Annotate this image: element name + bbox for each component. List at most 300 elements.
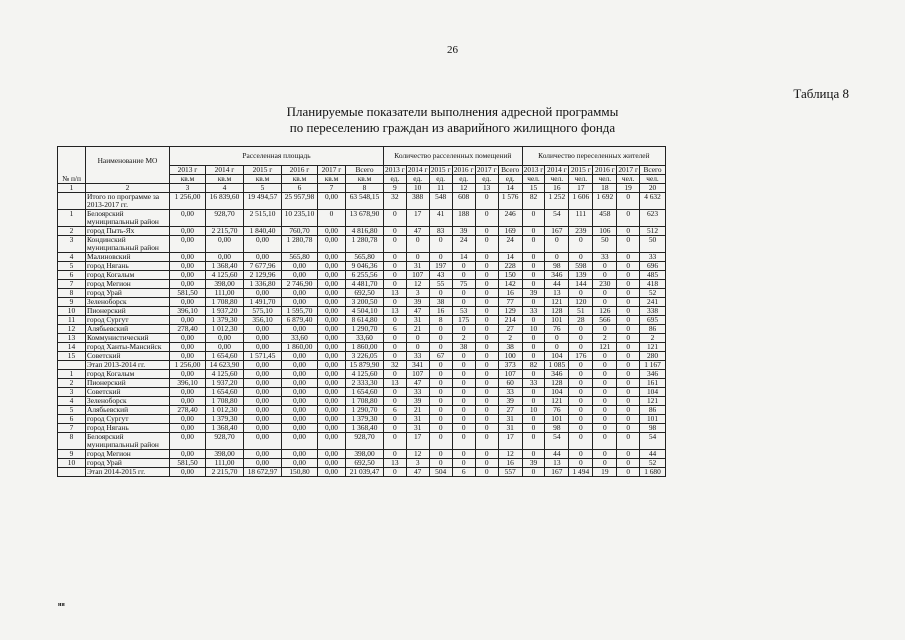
row-value: 8 614,80 — [346, 316, 384, 325]
row-value: 104 — [545, 352, 569, 361]
year-header-rooms: 2014 г — [407, 165, 428, 174]
row-value: 0 — [569, 459, 593, 468]
row-name: Малиновский — [86, 253, 170, 262]
table-row — [58, 210, 666, 227]
row-value: 167 — [545, 227, 569, 236]
row-value: 144 — [569, 280, 593, 289]
row-value: 356,10 — [244, 316, 282, 325]
row-value: 39 — [522, 289, 545, 298]
row-value: 0 — [617, 379, 640, 388]
year-header-rooms: 2015 г — [430, 165, 451, 174]
table-row — [58, 334, 666, 343]
row-value: 0 — [593, 415, 617, 424]
unit-header-rooms: ед. — [452, 175, 475, 184]
row-value: 692,50 — [346, 459, 384, 468]
row-value: 0 — [429, 397, 452, 406]
row-value: 0 — [593, 262, 617, 271]
row-value: 0,00 — [318, 325, 346, 334]
row-value: 0,00 — [282, 352, 318, 361]
row-value: 14 — [498, 253, 522, 262]
row-value: 388 — [406, 193, 429, 210]
table-row — [58, 433, 666, 450]
row-value: 0 — [429, 236, 452, 253]
row-value: 0,00 — [244, 361, 282, 370]
row-value: 0 — [429, 433, 452, 450]
row-value: 38 — [452, 343, 475, 352]
row-value: 0,00 — [318, 262, 346, 271]
column-index: 19 — [617, 184, 640, 193]
row-number: 3 — [58, 388, 86, 397]
row-value: 25 957,98 — [282, 193, 318, 210]
row-value: 0,00 — [282, 262, 318, 271]
unit-header-people: чел. — [593, 175, 617, 184]
row-value: 21 039,47 — [346, 468, 384, 477]
row-value: 12 — [406, 450, 429, 459]
row-value: 47 — [406, 379, 429, 388]
row-value: 82 — [522, 193, 545, 210]
row-value: 0,00 — [318, 289, 346, 298]
row-value: 0,00 — [170, 343, 206, 352]
row-value: 0 — [429, 379, 452, 388]
header-row-groups — [58, 147, 666, 166]
row-value: 0 — [475, 307, 498, 316]
group-header-area: Расселенная площадь — [170, 147, 384, 166]
row-value: 0 — [318, 210, 346, 227]
row-value: 0,00 — [318, 253, 346, 262]
row-value: 0 — [429, 343, 452, 352]
row-value: 0 — [384, 433, 407, 450]
row-value: 0 — [522, 450, 545, 459]
row-value: 54 — [640, 433, 666, 450]
column-index: 7 — [318, 184, 346, 193]
row-value: 0 — [617, 334, 640, 343]
row-number: 13 — [58, 334, 86, 343]
table-row — [58, 370, 666, 379]
title-line-1: Планируемые показатели выполнения адресной программы — [286, 104, 619, 119]
row-value: 0 — [522, 280, 545, 289]
row-value: 0 — [475, 415, 498, 424]
row-value: 2 — [593, 334, 617, 343]
row-value: 0 — [452, 450, 475, 459]
row-value: 2 333,30 — [346, 379, 384, 388]
row-value: 0 — [429, 334, 452, 343]
row-value: 0 — [593, 388, 617, 397]
row-value: 0 — [452, 361, 475, 370]
row-value: 0,00 — [170, 262, 206, 271]
row-value: 60 — [498, 379, 522, 388]
row-value: 0,00 — [244, 433, 282, 450]
row-value: 0 — [384, 424, 407, 433]
row-value: 0 — [617, 253, 640, 262]
row-value: 458 — [593, 210, 617, 227]
row-name: Пионерский — [86, 379, 170, 388]
row-value: 0 — [429, 325, 452, 334]
row-value: 0,00 — [282, 450, 318, 459]
row-value: 0 — [545, 253, 569, 262]
row-value: 121 — [545, 298, 569, 307]
row-value: 0,00 — [244, 415, 282, 424]
row-value: 38 — [498, 343, 522, 352]
row-value: 0 — [452, 271, 475, 280]
row-value: 0 — [384, 253, 407, 262]
row-value: 0 — [452, 424, 475, 433]
row-value: 14 — [452, 253, 475, 262]
row-value: 1 937,20 — [206, 379, 244, 388]
row-value: 0,00 — [170, 298, 206, 307]
row-name: город Урай — [86, 459, 170, 468]
row-value: 1 708,80 — [206, 298, 244, 307]
row-value: 67 — [429, 352, 452, 361]
row-value: 16 — [429, 307, 452, 316]
row-value: 1 012,30 — [206, 325, 244, 334]
row-value: 107 — [406, 271, 429, 280]
row-value: 161 — [640, 379, 666, 388]
row-value: 19 — [593, 468, 617, 477]
row-value: 0 — [522, 334, 545, 343]
row-value: 418 — [640, 280, 666, 289]
row-value: 0,00 — [244, 325, 282, 334]
row-value: 0 — [475, 262, 498, 271]
row-value: 12 — [498, 450, 522, 459]
row-value: 0 — [522, 271, 545, 280]
row-value: 1 860,00 — [346, 343, 384, 352]
row-value: 0 — [593, 361, 617, 370]
year-header-area: 2017 г — [318, 166, 346, 175]
row-value: 0 — [452, 406, 475, 415]
row-value: 557 — [498, 468, 522, 477]
row-name: город Сургут — [86, 415, 170, 424]
row-value: 278,40 — [170, 406, 206, 415]
row-value: 44 — [545, 280, 569, 289]
row-value: 0 — [522, 236, 545, 253]
row-value: 0 — [475, 361, 498, 370]
table-row — [58, 397, 666, 406]
table-row — [58, 459, 666, 468]
row-value: 0,00 — [170, 397, 206, 406]
row-value: 0 — [475, 334, 498, 343]
row-value: 101 — [545, 415, 569, 424]
row-value: 13 — [384, 459, 407, 468]
row-value: 0 — [384, 415, 407, 424]
year-header-area: 2014 г — [206, 166, 244, 175]
row-value: 0 — [429, 415, 452, 424]
row-value: 0,00 — [170, 352, 206, 361]
row-number: 15 — [58, 352, 86, 361]
row-value: 39 — [522, 459, 545, 468]
row-value: 128 — [545, 379, 569, 388]
row-value: 0 — [569, 450, 593, 459]
row-value: 0 — [384, 316, 407, 325]
row-value: 1 379,30 — [206, 316, 244, 325]
year-header-rooms: Всего — [498, 166, 522, 175]
row-value: 1 252 — [545, 193, 569, 210]
row-value: 0 — [593, 352, 617, 361]
column-index: 14 — [498, 184, 522, 193]
row-number: 2 — [58, 227, 86, 236]
row-value: 0 — [452, 352, 475, 361]
row-value: 98 — [545, 424, 569, 433]
row-value: 33 — [522, 307, 545, 316]
row-value: 0,00 — [318, 388, 346, 397]
column-header-name: Наименование МО — [86, 147, 170, 184]
row-number: 8 — [58, 433, 86, 450]
row-value: 0 — [475, 379, 498, 388]
row-value: 16 839,60 — [206, 193, 244, 210]
row-value: 0,00 — [282, 415, 318, 424]
row-value: 142 — [498, 280, 522, 289]
row-value: 0,00 — [170, 388, 206, 397]
unit-header-rooms: ед. — [498, 175, 522, 184]
row-value: 63 548,15 — [346, 193, 384, 210]
row-value: 19 494,57 — [244, 193, 282, 210]
row-value: 0 — [569, 236, 593, 253]
row-value: 86 — [640, 406, 666, 415]
row-value: 0 — [384, 468, 407, 477]
column-index: 13 — [475, 184, 498, 193]
row-value: 0 — [569, 397, 593, 406]
row-value: 86 — [640, 325, 666, 334]
row-value: 338 — [640, 307, 666, 316]
row-value: 16 — [498, 289, 522, 298]
row-value: 167 — [545, 468, 569, 477]
row-value: 13 — [384, 307, 407, 316]
unit-header-area: кв.м — [318, 175, 346, 184]
row-value: 0,00 — [318, 352, 346, 361]
table-row — [58, 253, 666, 262]
row-value: 121 — [640, 397, 666, 406]
unit-header-rooms: ед. — [406, 175, 429, 184]
row-value: 1 576 — [498, 193, 522, 210]
row-value: 0 — [617, 343, 640, 352]
row-value: 0 — [617, 397, 640, 406]
row-value: 41 — [429, 210, 452, 227]
row-value: 24 — [498, 236, 522, 253]
table-row — [58, 379, 666, 388]
row-value: 0 — [429, 289, 452, 298]
column-index: 16 — [545, 184, 569, 193]
row-value: 0,00 — [282, 424, 318, 433]
row-name: Советский — [86, 352, 170, 361]
row-value: 47 — [406, 227, 429, 236]
column-index: 18 — [593, 184, 617, 193]
row-value: 33 — [593, 253, 617, 262]
row-value: 0,00 — [244, 406, 282, 415]
row-value: 0 — [452, 262, 475, 271]
row-number: 4 — [58, 253, 86, 262]
row-value: 0,00 — [282, 361, 318, 370]
row-number: 6 — [58, 415, 86, 424]
row-value: 0,00 — [244, 289, 282, 298]
row-value: 566 — [593, 316, 617, 325]
row-value: 0,00 — [318, 433, 346, 450]
row-value: 0,00 — [318, 280, 346, 289]
row-value: 126 — [593, 307, 617, 316]
row-value: 0,00 — [170, 271, 206, 280]
row-value: 0 — [452, 388, 475, 397]
row-value: 0,00 — [170, 468, 206, 477]
row-value: 0 — [475, 316, 498, 325]
row-value: 76 — [545, 406, 569, 415]
row-value: 13 — [545, 289, 569, 298]
row-number: 11 — [58, 316, 86, 325]
row-value: 1 937,20 — [206, 307, 244, 316]
row-value: 0 — [475, 433, 498, 450]
row-number: 7 — [58, 280, 86, 289]
row-value: 0 — [569, 343, 593, 352]
row-value: 0,00 — [318, 316, 346, 325]
row-value: 0 — [593, 450, 617, 459]
row-value: 107 — [406, 370, 429, 379]
row-value: 17 — [406, 210, 429, 227]
row-value: 0,00 — [282, 325, 318, 334]
row-value: 0 — [593, 271, 617, 280]
row-name: город Ханты-Мансийск — [86, 343, 170, 352]
row-value: 0 — [475, 298, 498, 307]
row-value: 2 — [452, 334, 475, 343]
header-row-index — [58, 184, 666, 193]
row-value: 0,00 — [244, 450, 282, 459]
row-value: 512 — [640, 227, 666, 236]
row-value: 0 — [452, 325, 475, 334]
unit-header-people: чел. — [569, 175, 593, 184]
resettlement-table-container — [57, 146, 666, 477]
row-value: 0 — [384, 262, 407, 271]
row-value: 33 — [640, 253, 666, 262]
row-value: 55 — [429, 280, 452, 289]
row-value: 0,00 — [318, 361, 346, 370]
row-value: 0 — [569, 379, 593, 388]
row-value: 129 — [498, 307, 522, 316]
row-value: 0 — [617, 236, 640, 253]
row-value: 0,00 — [244, 388, 282, 397]
row-value: 0 — [617, 316, 640, 325]
row-value: 1 595,70 — [282, 307, 318, 316]
row-value: 0 — [617, 298, 640, 307]
row-value: 0 — [452, 289, 475, 298]
row-number: 3 — [58, 236, 86, 253]
column-header-number: № п/п — [58, 147, 86, 184]
row-number: 8 — [58, 289, 86, 298]
row-value: 120 — [569, 298, 593, 307]
row-value: 0 — [384, 271, 407, 280]
row-value: 0,00 — [282, 388, 318, 397]
row-value: 17 — [406, 433, 429, 450]
row-value: 504 — [429, 468, 452, 477]
row-value: 0 — [452, 298, 475, 307]
year-header-people: 2015 г — [569, 166, 593, 175]
row-value: 0 — [406, 343, 429, 352]
row-value: 0 — [522, 316, 545, 325]
row-value: 98 — [545, 262, 569, 271]
row-value: 4 816,80 — [346, 227, 384, 236]
row-value: 150,80 — [282, 468, 318, 477]
row-value: 14 623,90 — [206, 361, 244, 370]
row-value: 581,50 — [170, 289, 206, 298]
row-value: 0 — [522, 343, 545, 352]
table-row — [58, 271, 666, 280]
row-value: 0 — [429, 361, 452, 370]
row-value: 0 — [429, 253, 452, 262]
row-value: 6 — [384, 325, 407, 334]
row-value: 3 226,05 — [346, 352, 384, 361]
row-value: 31 — [406, 316, 429, 325]
row-value: 0,00 — [170, 415, 206, 424]
year-header-rooms: 2016 г — [453, 165, 474, 174]
row-value: 54 — [545, 210, 569, 227]
row-value: 0 — [475, 406, 498, 415]
row-value: 2 — [498, 334, 522, 343]
row-value: 0 — [384, 227, 407, 236]
row-value: 0 — [593, 424, 617, 433]
row-value: 139 — [569, 271, 593, 280]
row-value: 82 — [522, 361, 545, 370]
row-value: 1 654,60 — [206, 388, 244, 397]
row-value: 0 — [522, 433, 545, 450]
row-value: 0 — [545, 343, 569, 352]
row-value: 0,00 — [170, 424, 206, 433]
row-value: 0 — [569, 388, 593, 397]
row-value: 0,00 — [282, 379, 318, 388]
row-value: 0 — [384, 352, 407, 361]
row-value: 1 708,80 — [346, 397, 384, 406]
row-value: 0 — [475, 289, 498, 298]
row-value: 128 — [545, 307, 569, 316]
row-value: 0,00 — [318, 370, 346, 379]
row-value: 0 — [384, 334, 407, 343]
row-value: 0,00 — [318, 227, 346, 236]
row-value: 0,00 — [244, 236, 282, 253]
row-name: город Когалым — [86, 370, 170, 379]
row-value: 111 — [569, 210, 593, 227]
row-value: 0 — [522, 370, 545, 379]
table-row — [58, 236, 666, 253]
table-row — [58, 298, 666, 307]
row-value: 44 — [640, 450, 666, 459]
unit-header-area: кв.м — [170, 175, 206, 184]
row-value: 0 — [475, 236, 498, 253]
row-value: 44 — [545, 450, 569, 459]
unit-header-people: чел. — [545, 175, 569, 184]
row-value: 0 — [475, 450, 498, 459]
table-row — [58, 227, 666, 236]
row-value: 0,00 — [244, 459, 282, 468]
row-value: 3 — [406, 459, 429, 468]
row-value: 0,00 — [282, 370, 318, 379]
row-name: город Мегион — [86, 280, 170, 289]
row-name: Зеленоборск — [86, 397, 170, 406]
row-value: 3 200,50 — [346, 298, 384, 307]
row-value: 0 — [384, 370, 407, 379]
row-value: 0 — [406, 253, 429, 262]
row-value: 0 — [475, 227, 498, 236]
unit-header-area: кв.м — [282, 175, 318, 184]
row-value: 623 — [640, 210, 666, 227]
row-value: 28 — [569, 316, 593, 325]
row-value: 0,00 — [170, 236, 206, 253]
row-value: 928,70 — [206, 433, 244, 450]
row-value: 0 — [475, 271, 498, 280]
row-value: 0,00 — [170, 370, 206, 379]
row-number: 4 — [58, 397, 86, 406]
row-value: 1 256,00 — [170, 361, 206, 370]
row-value: 47 — [406, 307, 429, 316]
row-value: 101 — [545, 316, 569, 325]
row-value: 0 — [384, 397, 407, 406]
row-value: 6 255,56 — [346, 271, 384, 280]
row-value: 21 — [406, 406, 429, 415]
column-index: 6 — [282, 184, 318, 193]
row-value: 0 — [452, 379, 475, 388]
